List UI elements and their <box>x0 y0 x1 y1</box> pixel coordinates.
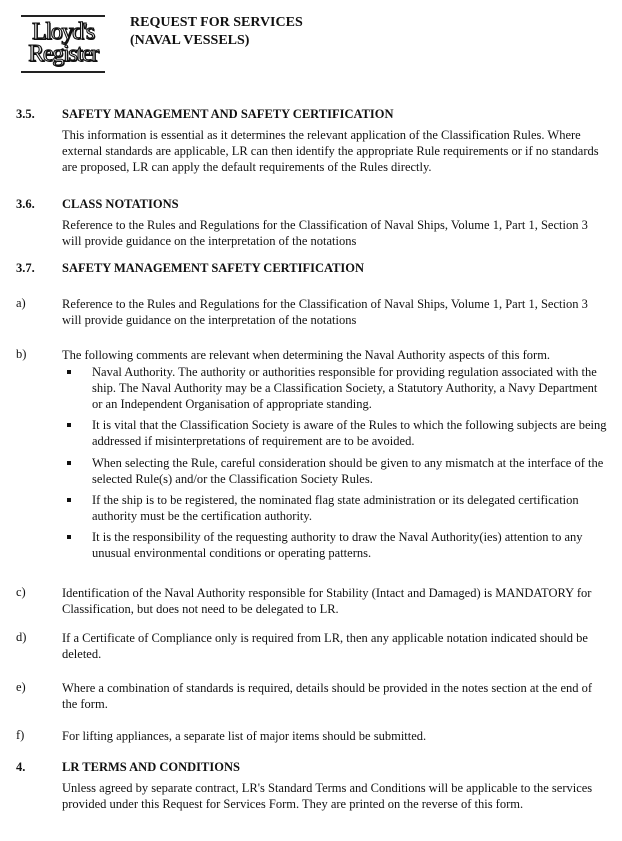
bullet-icon <box>67 423 71 427</box>
item-label: f) <box>16 728 25 742</box>
logo-word-register: Register <box>28 41 98 67</box>
logo-rule-bottom <box>21 71 105 73</box>
section-number: 3.6. <box>16 197 35 211</box>
bullet-text: It is vital that the Classification Society is aware of the Rules to which the following subjects are being addressed if misinterpretations of requirement are to be avoided. <box>92 418 607 448</box>
document-title <box>130 14 303 50</box>
section-number: 4. <box>16 760 26 774</box>
bullet-icon <box>67 535 71 539</box>
item-text: Identification of the Naval Authority responsible for Stability (Intact and Damaged) is MANDATORY for Classification, but does not need to be delegated to LR. <box>62 586 592 616</box>
bullet-text: It is the responsibility of the requesting authority to draw the Naval Authority(ies) attention to any unusual environmental conditions or operating patterns. <box>92 530 583 560</box>
item-label: e) <box>16 680 26 694</box>
item-label: a) <box>16 296 26 310</box>
item-label: c) <box>16 585 26 599</box>
bullet-icon <box>67 461 71 465</box>
bullet-icon <box>67 370 71 374</box>
section-heading: SAFETY MANAGEMENT AND SAFETY CERTIFICATION <box>62 107 394 121</box>
bullet-text: When selecting the Rule, careful consideration should be given to any mismatch at the interface of the selected Rule(s) and/or the Classification Society Rules. <box>92 456 604 486</box>
logo-word-lloyds: Lloyd's <box>32 19 94 45</box>
item-text: Reference to the Rules and Regulations for the Classification of Naval Ships, Volume 1, Part 1, Section 3 will provide guidance on the interpretation of the notations <box>62 297 588 327</box>
document-title-line1: REQUEST FOR SERVICES <box>130 15 303 30</box>
section-heading: LR TERMS AND CONDITIONS <box>62 760 240 774</box>
bullet-text: If the ship is to be registered, the nominated flag state administration or its delegated certification authority must be the certification authority. <box>92 493 579 523</box>
bullet-text: Naval Authority. The authority or authorities responsible for providing regulation associated with the ship. The Naval Authority may be a Classification Society, a Statutory Authority, a Navy Department or an Independent Organisation of appropriate standing. <box>92 365 598 411</box>
item-text: Where a combination of standards is required, details should be provided in the notes section at the end of the form. <box>62 681 593 711</box>
section-heading: SAFETY MANAGEMENT SAFETY CERTIFICATION <box>62 261 365 275</box>
logo-rule-top <box>21 15 105 17</box>
section-number: 3.7. <box>16 261 35 275</box>
section-number: 3.5. <box>16 107 35 121</box>
bullet-icon <box>67 498 71 502</box>
item-text: For lifting appliances, a separate list of major items should be submitted. <box>62 729 427 743</box>
section-body: Unless agreed by separate contract, LR's Standard Terms and Conditions will be applicable to the services provided under this Request for Services Form. They are printed on the reverse of this form. <box>62 781 593 811</box>
document-title-line2: (NAVAL VESSELS) <box>130 33 250 48</box>
lloyds-register-logo <box>18 13 108 73</box>
section-heading: CLASS NOTATIONS <box>62 197 179 211</box>
section-body: Reference to the Rules and Regulations for the Classification of Naval Ships, Volume 1, Part 1, Section 3 will provide guidance on the interpretation of the notations <box>62 218 588 248</box>
item-label: b) <box>16 347 27 361</box>
item-label: d) <box>16 630 27 644</box>
item-text: If a Certificate of Compliance only is required from LR, then any applicable notation indicated should be deleted. <box>62 631 588 661</box>
section-body: This information is essential as it determines the relevant application of the Classification Rules. Where external standards are applicable, LR can then identify the appropriate Rule requirements or if no standards are proposed, LR can apply the default requirements of the Rules directly. <box>62 128 599 174</box>
item-text: The following comments are relevant when determining the Naval Authority aspects of this form. <box>62 348 551 362</box>
